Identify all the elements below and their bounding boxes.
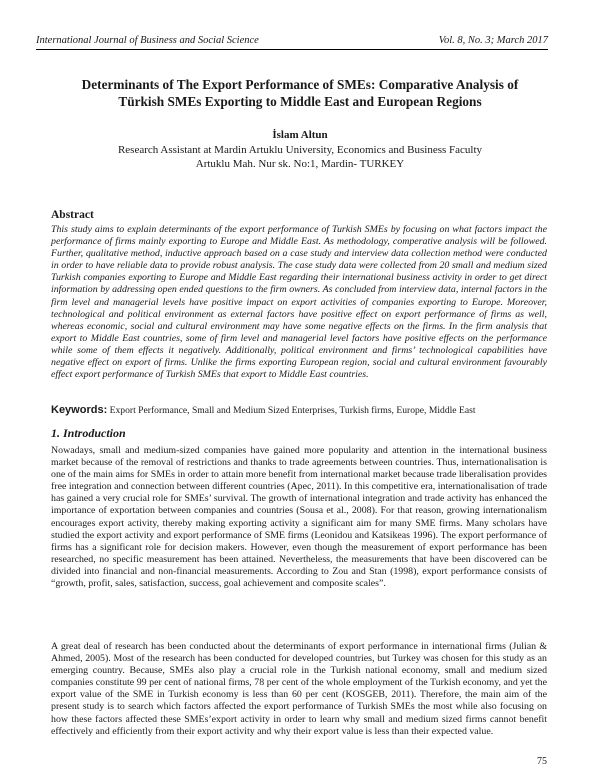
author-name: İslam Altun (272, 129, 328, 141)
issue-info: Vol. 8, No. 3; March 2017 (438, 35, 548, 46)
introduction-paragraph-2: A great deal of research has been conducted about the determinants of export performance in international firms (Julian & Ahmed, 2005). Most of the research has been conducted for developed countries, but Turkey was chosen for this study as an emerging country. Because, SMEs also play a crucial role in the Turkish national economy, small and medium sized companies constitute 99 per cent of national firms, 78 per cent of the whole employment of the Turkish economy, and yet the export value of the SME in Turkish economy is less than 60 per cent (KOSGEB, 2011). Therefore, the main aim of the present study is to search which factors affected the export performance of Turkish SMEs the most while also focusing on how these factors affected these SMEs’export activity in order to learn why small and medium sized firms cannot benefit effectively and efficiently from their export activity and why their export value is less than their expected value. (51, 641, 547, 737)
introduction-paragraph-1: Nowadays, small and medium-sized companies have gained more popularity and attention in the international business market because of the removal of restrictions and thanks to trade agreements between countries. Thus, internationalisation is one of the main aims for SMEs in order to attain more benefit from international market because trade liberalisation provides free integration and connection between different countries (Apec, 2011). In this competitive era, internationalisation of trade has gained a very crucial role for SMEs’ survival. The growth of international integration and trade activity has enhanced the importance of exportation between companies and countries (Sousa et al., 2008). For that reason, growing internationalism encourages export activity, thereby making exporting activity a significant aim for many SME firms. Many scholars have studied the export activity and export performance of SME firms (Leonidou and Katsikeas 1996). The export performance of firms has a significant role for decision makers. However, even though the measurement of export performance has been researched, no specific measurement has been attained. Nevertheless, the measurements that have been discovered can be divided into financial and non-financial measurements. According to Zou and Stan (1998), export performance consists of “growth, profit, sales, satisfaction, success, goal achievement and composite scales”. (51, 445, 547, 590)
author-affiliation (40, 143, 560, 171)
keywords (51, 404, 560, 416)
section-heading-introduction: 1. Introduction (51, 426, 126, 440)
running-header (36, 35, 548, 46)
header-rule (36, 49, 548, 50)
title-line-2: Türkish SMEs Exporting to Middle East and European Regions (118, 94, 482, 109)
keywords-text: Export Performance, Small and Medium Sized Enterprises, Turkish firms, Europe, Middle East (107, 405, 476, 416)
paper-title (40, 76, 560, 110)
keywords-label: Keywords: (51, 404, 108, 416)
abstract-text: This study aims to explain determinants of the export performance of Turkish SMEs by focusing on what factors impact the performance of firms mainly exporting to Europe and Middle East. As methodology, comperative analysis will be followed. Further, qualitative method, inductive approach based on a case study and interview data collection method were conducted in order to have reliable data to provide robust analysis. The case study data were collected from 20 small and medium sized Turkish companies exporting to Europe and Middle East regarding their international business activity in order to get direct information by addressing open ended questions to the firm owners. As concluded from interview data, internal factors in the firm level and managerial levels have positive impact on export activities of companies exporting to Europe. Moreover, technological and political environment as external factors have positive effect on export performance of firms as well, whereas economic, social and cultural environment may have some negative effects on the firms. In the firm analysis that export to Middle East countries, some of firm level and managerial level factors have positive effects on the performance while some of them effects it negatively. Additionally, political environment and firms’ technological capabilities have negative effect on export of firms. Unlike the firms exporting European region, social and cultural environment favourably effect export performance of Turkish SMEs that export to Middle East countries. (51, 224, 547, 381)
abstract-heading: Abstract (51, 209, 94, 221)
affiliation-line-2: Artuklu Mah. Nur sk. No:1, Mardin- TURKEY (195, 158, 405, 170)
title-line-1: Determinants of The Export Performance of SMEs: Comparative Analysis of (81, 77, 519, 92)
journal-name: International Journal of Business and Social Science (36, 35, 259, 46)
affiliation-line-1: Research Assistant at Mardin Artuklu University, Economics and Business Faculty (117, 144, 483, 156)
page-number: 75 (537, 756, 547, 767)
